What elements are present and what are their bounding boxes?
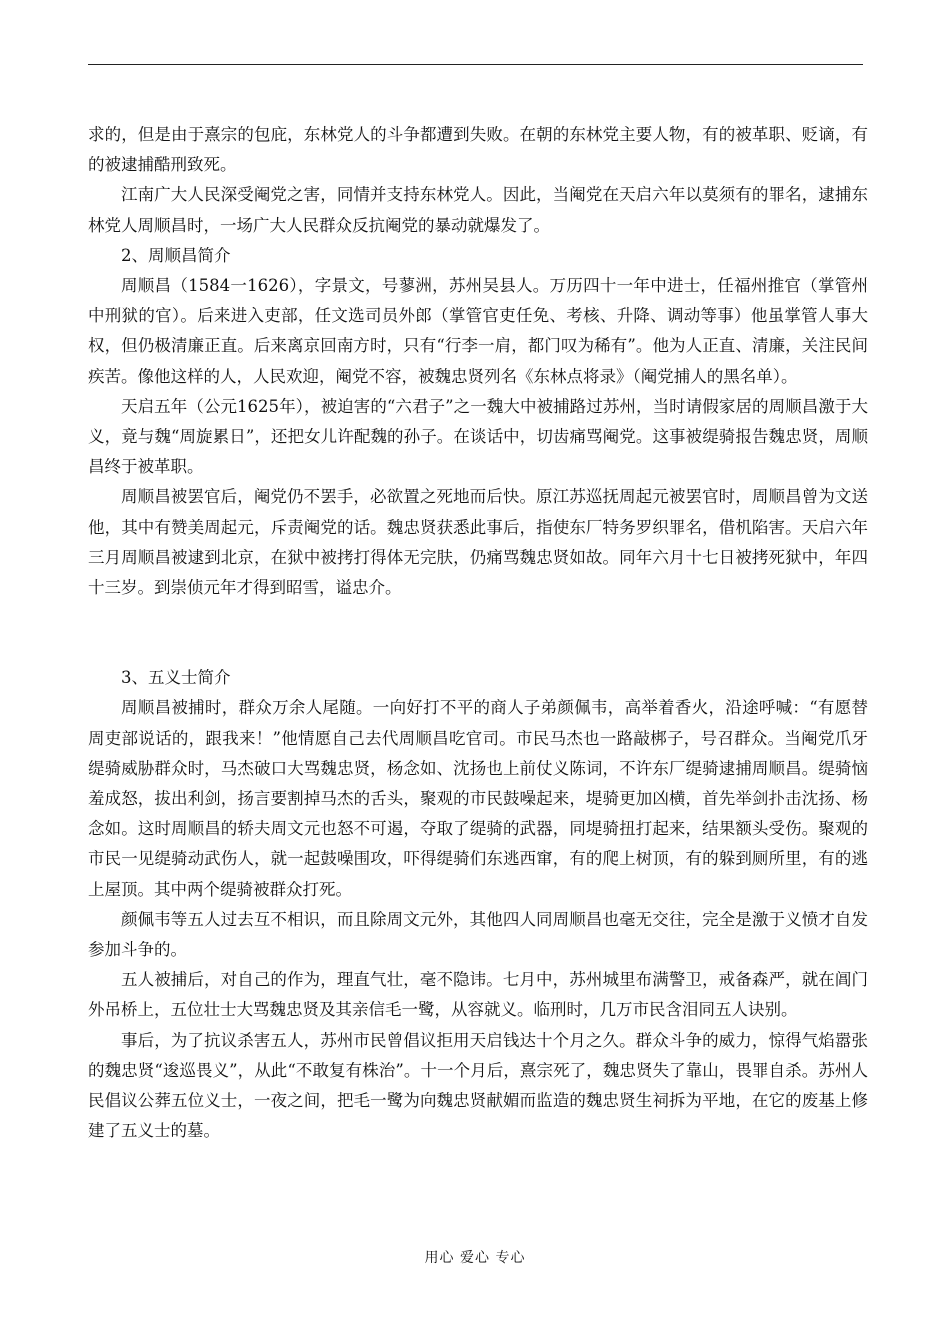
paragraph-zhou-bio: 周顺昌（1584一1626），字景文，号蓼洲，苏州吴县人。万历四十一年中进士，任福州推官（掌管州中刑狱的官）。后来进入吏部，任文选司员外郎（掌管官吏任免、考核、升降、调动等事）他虽掌管人事大权，但仍极清廉正直。后来离京回南方时，只有“行李一肩，都门叹为稀有”。他为人正直、清廉，关注民间疾苦。像他这样的人，人民欢迎，阉党不容，被魏忠贤列名《东林点将录》（阉党捕人的黑名单）。 [88, 276, 868, 386]
paragraph-continued: 求的，但是由于熹宗的包庇，东林党人的斗争都遭到失败。在朝的东林党主要人物，有的被革职、贬谪，有的被逮捕酷刑致死。 [88, 125, 868, 175]
paragraph-arrest-riot: 周顺昌被捕时，群众万余人尾随。一向好打不平的商人子弟颜佩韦，高举着香火，沿途呼喊：“有愿替周吏部说话的，跟我来！”他情愿自己去代周顺昌吃官司。市民马杰也一路敲梆子，号召群众。当阉党爪牙缇骑威胁群众时，马杰破口大骂魏忠贤，杨念如、沈扬也上前仗义陈词，不许东厂缇骑逮捕周顺昌。缇骑恼羞成怒，拔出利剑，扬言要割掉马杰的舌头，聚观的市民鼓噪起来，堤骑更加凶横，首先举剑扑击沈扬、杨念如。这时周顺昌的轿夫周文元也怒不可遏，夺取了缇骑的武器，同堤骑扭打起来，结果额头受伤。聚观的市民一见缇骑动武伤人，就一起鼓噪围攻，吓得缇骑们东逃西窜，有的爬上树顶，有的躲到厕所里，有的逃上屋顶。其中两个缇骑被群众打死。 [88, 698, 868, 899]
header-rule [88, 64, 863, 65]
section-heading-3: 3、五义士简介 [121, 668, 231, 688]
section-gap [88, 603, 868, 663]
paragraph-execution: 五人被捕后，对自己的作为，理直气壮，毫不隐讳。七月中，苏州城里布满警卫，戒备森严，就在阊门外吊桥上，五位壮士大骂魏忠贤及其亲信毛一鹭，从容就义。临刑时，几万市民含泪同五人诀别。 [88, 970, 868, 1020]
document-body [88, 120, 868, 1147]
page-footer: 用心 爱心 专心 [424, 1250, 526, 1266]
paragraph-jiangnan: 江南广大人民深受阉党之害，同情并支持东林党人。因此，当阉党在天启六年以莫须有的罪名，逮捕东林党人周顺昌时，一场广大人民群众反抗阉党的暴动就爆发了。 [88, 185, 868, 235]
paragraph-aftermath: 事后，为了抗议杀害五人，苏州市民曾倡议拒用天启钱达十个月之久。群众斗争的威力，惊得气焰嚣张的魏忠贤“逡巡畏义”，从此“不敢复有株治”。十一个月后，熹宗死了，魏忠贤失了靠山，畏罪自杀。苏州人民倡议公葬五位义士，一夜之间，把毛一鹭为向魏忠贤献媚而监造的魏忠贤生祠拆为平地，在它的废基上修建了五义士的墓。 [88, 1030, 868, 1141]
paragraph-five-men: 颜佩韦等五人过去互不相识，而且除周文元外，其他四人同周顺昌也毫无交往，完全是激于义愤才自发参加斗争的。 [88, 909, 868, 960]
paragraph-dismissal: 周顺昌被罢官后，阉党仍不罢手，必欲置之死地而后快。原江苏巡抚周起元被罢官时，周顺昌曾为文送他，其中有赞美周起元，斥责阉党的话。魏忠贤获悉此事后，指使东厂特务罗织罪名，借机陷害。天启六年三月周顺昌被逮到北京，在狱中被拷打得体无完肤，仍痛骂魏忠贤如故。同年六月十七日被拷死狱中，年四十三岁。到崇侦元年才得到昭雪，谥忠介。 [88, 487, 868, 598]
paragraph-tianqi-5: 天启五年（公元1625年），被迫害的“六君子”之一魏大中被捕路过苏州，当时请假家居的周顺昌激于大义，竟与魏“周旋累日”，还把女儿许配魏的孙子。在谈话中，切齿痛骂阉党。这事被缇骑报告魏忠贤，周顺昌终于被革职。 [88, 396, 868, 477]
section-heading-2: 2、周顺昌简介 [121, 245, 231, 265]
